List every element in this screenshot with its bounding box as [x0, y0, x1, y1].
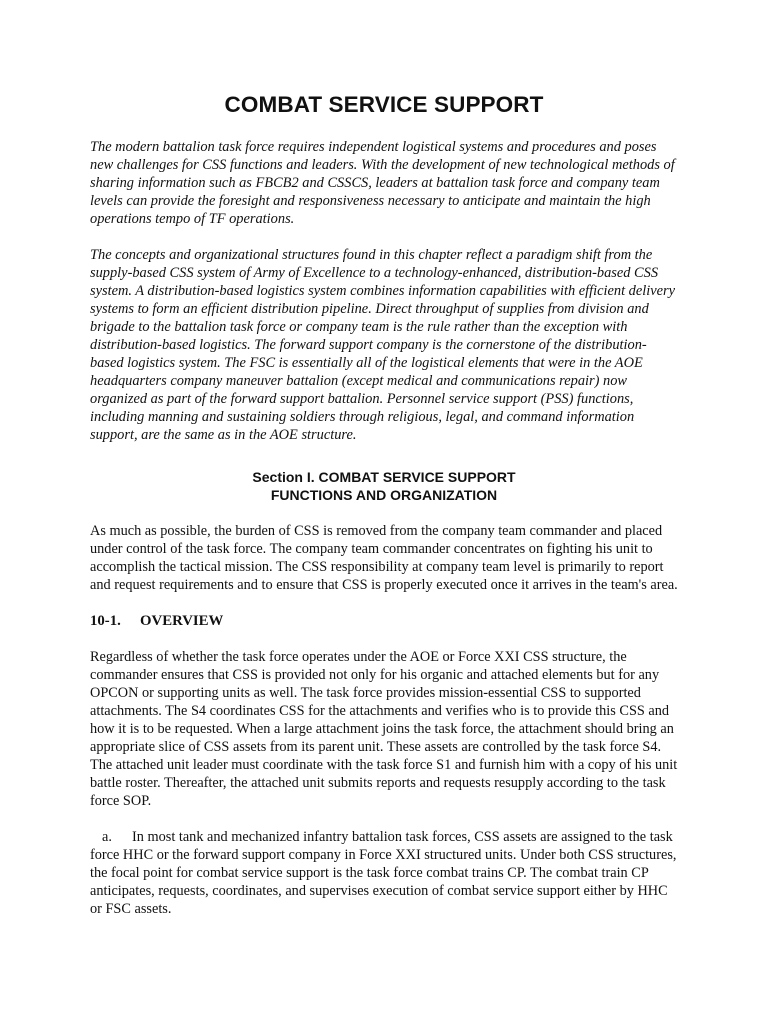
section-heading-line-2: FUNCTIONS AND ORGANIZATION — [270, 487, 498, 503]
document-page — [90, 92, 678, 936]
overview-heading — [90, 612, 678, 630]
section-paragraph: As much as possible, the burden of CSS is removed from the company team commander and placed under control of the task force. The company team commander concentrates on fighting his unit to accomplish the tactical mission. The CSS responsibility at company team level is primarily to report and request requirements and to ensure that CSS is properly executed once it arrives in the team's area. — [90, 523, 678, 593]
overview-title: OVERVIEW — [140, 613, 224, 629]
overview-subparagraph-a — [90, 828, 678, 918]
intro-paragraph-2: The concepts and organizational structures found in this chapter reflect a paradigm shift from the supply-based CSS system of Army of Excellence to a technology-enhanced, distribution-based CSS system. A distribution-based logistics system combines information capabilities with efficient delivery systems to form an efficient distribution pipeline. Direct throughput of supplies from division and brigade to the battalion task force or company team is the rule rather than the exception with distribution-based logistics. The forward support company is the cornerstone of the distribution-based logistics system. The FSC is essentially all of the logistical elements that were in the AOE headquarters company maneuver battalion (except medical and communications repair) now organized as part of the forward support battalion. Personnel service support (PSS) functions, including manning and sustaining soldiers through religious, legal, and command information support, are the same as in the AOE structure. — [90, 247, 676, 443]
overview-paragraph: Regardless of whether the task force operates under the AOE or Force XXI CSS structure, the commander ensures that CSS is provided not only for his organic and attached elements but for any OPCON or supporting units as well. The task force provides mission-essential CSS to supported attachments. The S4 coordinates CSS for the attachments and verifies who is to provide this CSS and how it is to be requested. When a large attachment joins the task force, the attachment should bring an appropriate slice of CSS assets from its parent unit. These assets are controlled by the task force S4. The attached unit leader must coordinate with the task force S1 and furnish him with a copy of his unit battle roster. Thereafter, the attached unit submits reports and requests resupply according to the task force SOP. — [90, 649, 678, 809]
intro-paragraph-1: The modern battalion task force requires independent logistical systems and procedures and poses new challenges for CSS functions and leaders. With the development of new technological methods of sharing information such as FBCB2 and CSSCS, leaders at battalion task force and company team levels can provide the foresight and responsiveness necessary to anticipate and maintain the high operations tempo of TF operations. — [90, 139, 675, 227]
subparagraph-text: In most tank and mechanized infantry battalion task forces, CSS assets are assigned to the task force HHC or the forward support company in Force XXI structured units. Under both CSS structures, the focal point for combat service support is the task force combat trains CP. The combat train CP anticipates, requests, coordinates, and supervises execution of combat service support either by HHC or FSC assets. — [90, 829, 677, 917]
page-title: COMBAT SERVICE SUPPORT — [224, 92, 544, 117]
subparagraph-marker: a. — [102, 829, 112, 845]
overview-number: 10-1. — [90, 613, 121, 629]
section-heading — [90, 468, 678, 504]
section-heading-line-1: Section I. COMBAT SERVICE SUPPORT — [252, 469, 516, 485]
